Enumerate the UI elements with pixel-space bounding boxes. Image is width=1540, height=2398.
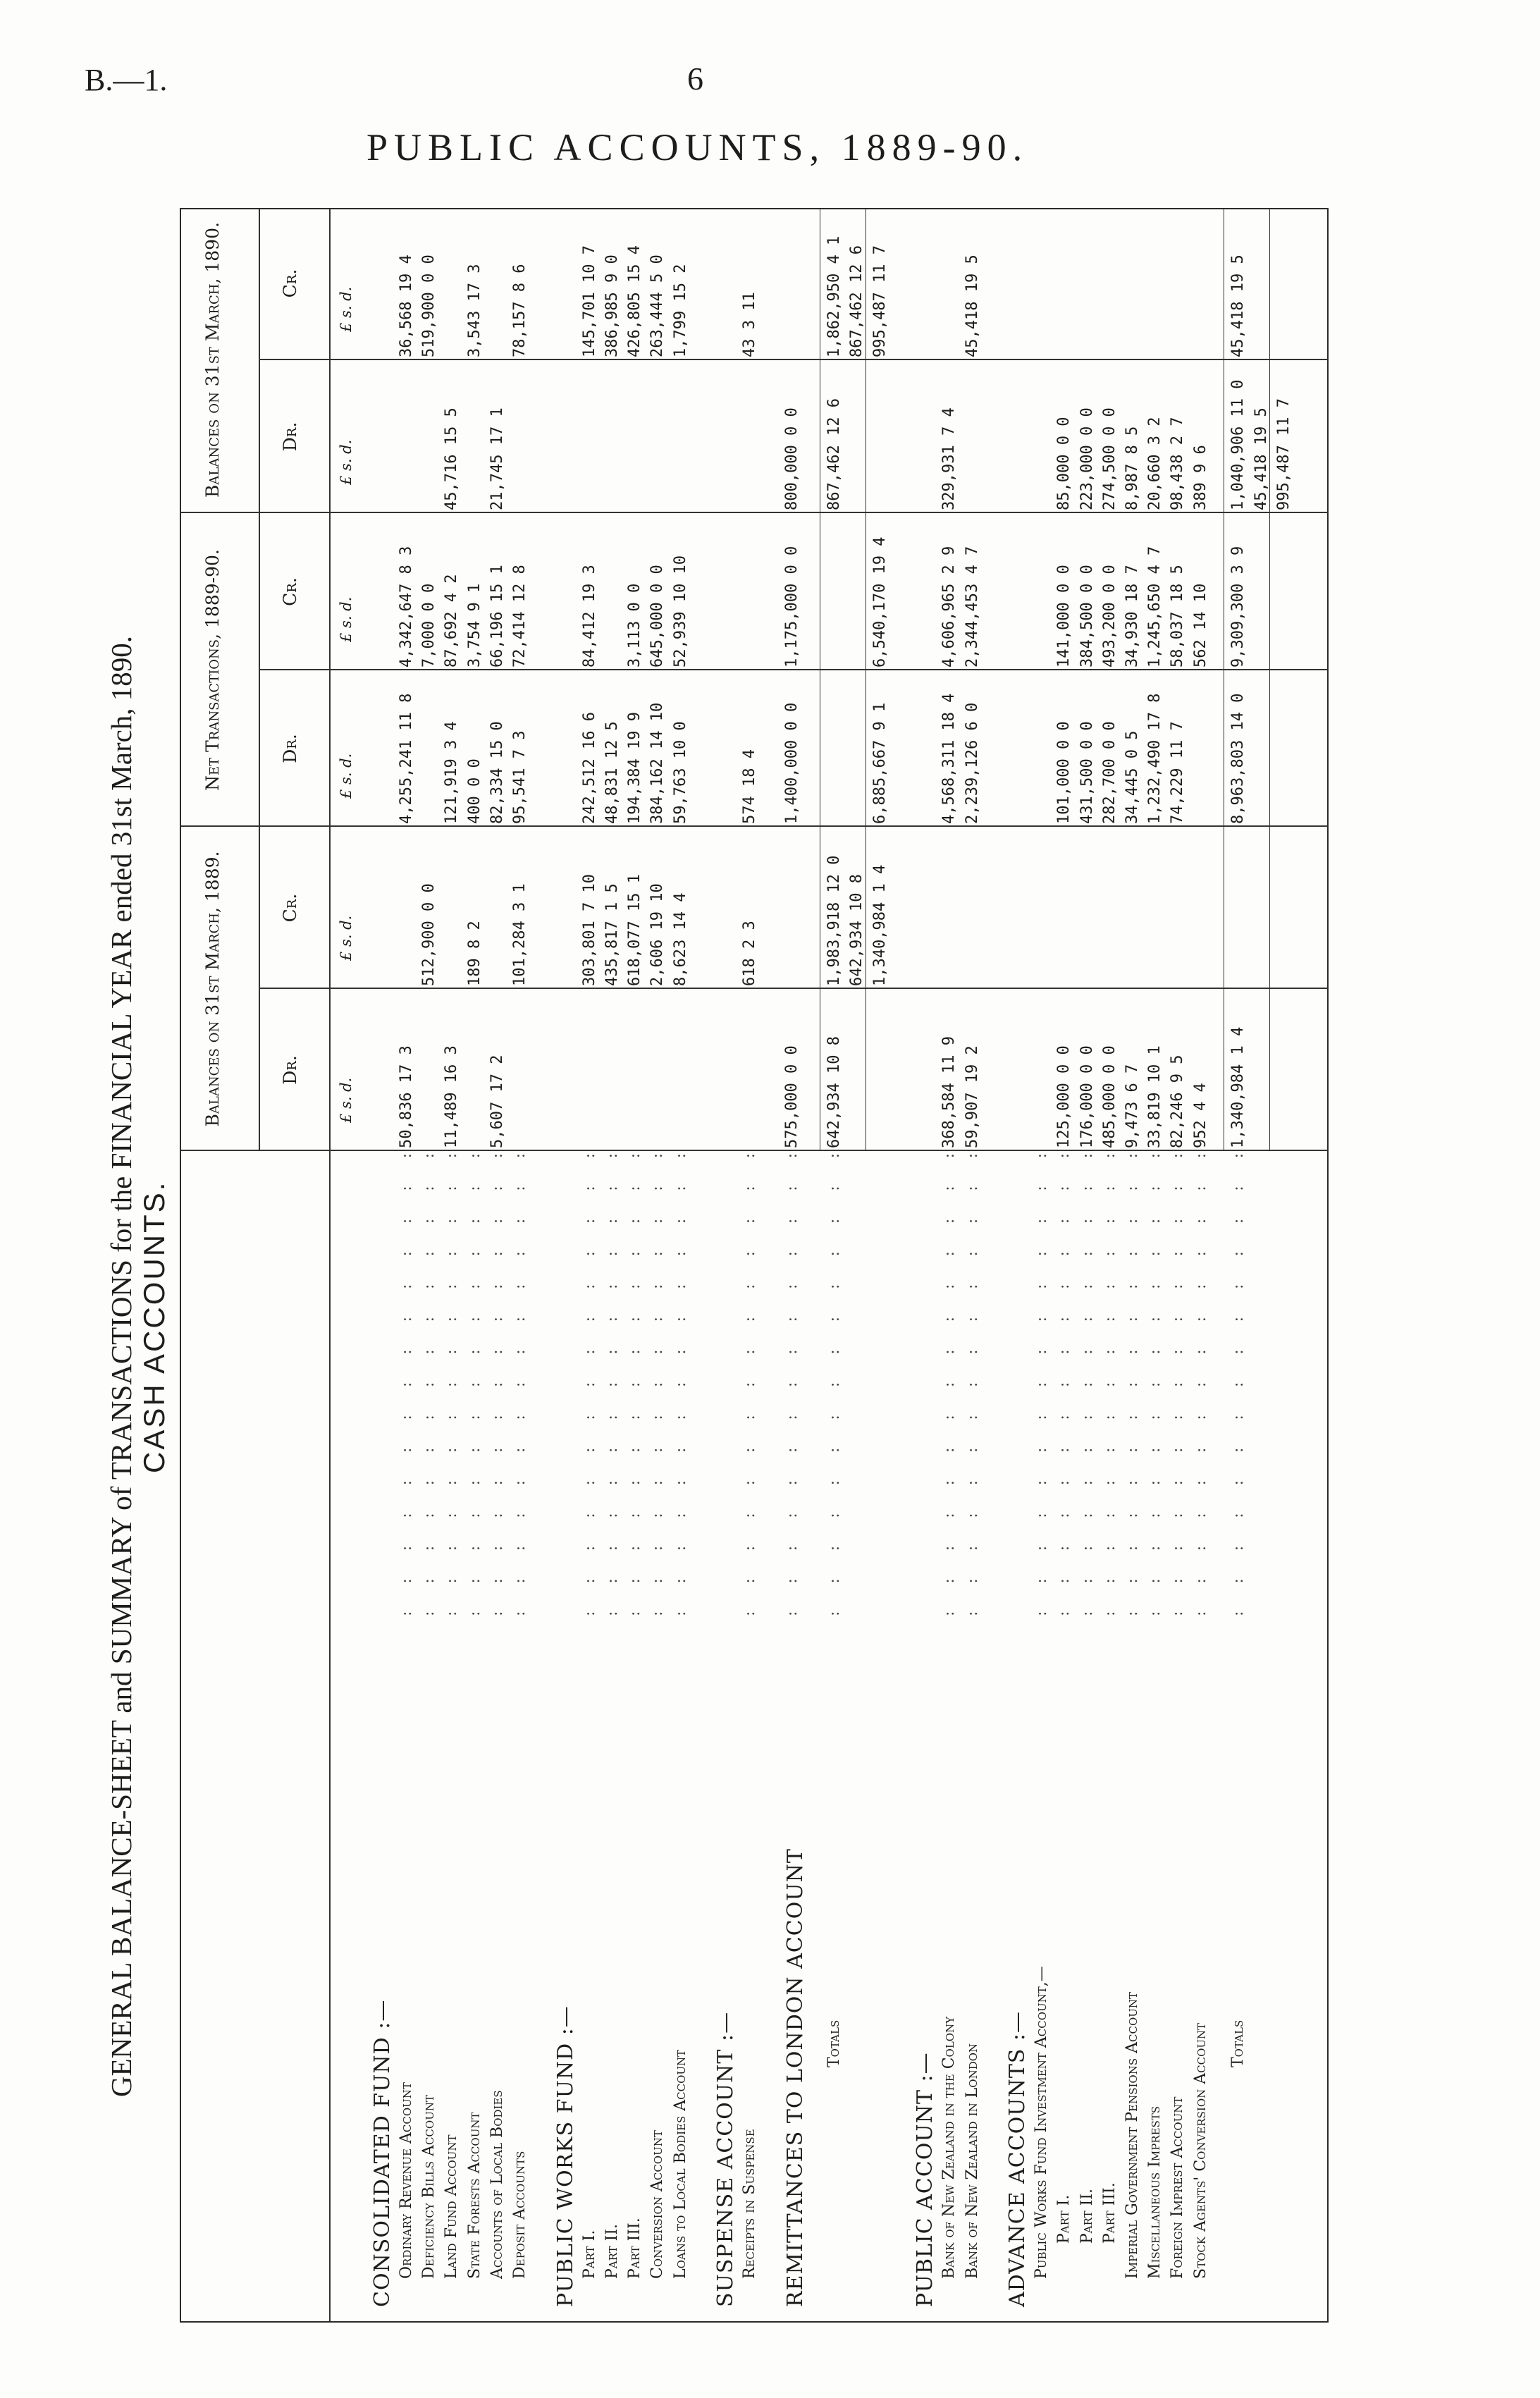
amount-cell: 50,836 17 3: [398, 1045, 416, 1148]
column-rule: [259, 359, 1327, 360]
amount-cell: 3,754 9 1: [465, 583, 483, 668]
amount-cell: 274,500 0 0: [1100, 407, 1119, 510]
amount-cell: 2,239,126 6 0: [963, 702, 981, 824]
row-label: REMITTANCES TO LONDON ACCOUNT: [782, 1848, 808, 2307]
amount-cell: 493,200 0 0: [1100, 565, 1119, 668]
row-label: PUBLIC ACCOUNT :—: [913, 2052, 938, 2307]
document-reference: B.—1.: [85, 63, 168, 97]
amount-cell: 303,801 7 10: [580, 874, 598, 986]
amount-cell: 84,412 19 3: [580, 565, 598, 668]
row-label: Bank of New Zealand in London: [963, 2043, 981, 2279]
amount-cell: 82,246 9 5: [1169, 1054, 1187, 1148]
amount-cell: 368,584 11 9: [940, 1036, 959, 1148]
column-dr-1889: Dr.: [280, 1055, 300, 1085]
leader-dots: : : : : : : : : : : : : : : :: [488, 1141, 506, 1616]
row-label: Stock Agents' Conversion Account: [1191, 2022, 1209, 2279]
amount-cell: 72,414 12 8: [511, 565, 529, 668]
amount-cell: 95,541 7 3: [511, 730, 529, 824]
row-label: Part II.: [603, 2223, 621, 2279]
amount-cell: 995,487 11 7: [870, 245, 889, 357]
amount-cell: 4,606,965 2 9: [940, 546, 959, 668]
amount-cell: 426,805 15 4: [626, 245, 644, 357]
amount-cell: 4,342,647 8 3: [398, 546, 416, 668]
leader-dots: : : : : : : : : : : : : : : :: [603, 1141, 621, 1616]
row-label: Loans to Local Bodies Account: [671, 2049, 689, 2279]
row-label: CONSOLIDATED FUND :—: [370, 1999, 395, 2307]
amount-cell: 8,623 14 4: [671, 892, 689, 986]
amount-cell: 6,885,667 9 1: [870, 702, 889, 824]
leader-dots: : : : : : : : : : : : : : : :: [465, 1141, 483, 1616]
currency-units: £ s. d.: [338, 915, 355, 961]
currency-units: £ s. d.: [338, 439, 355, 485]
page-number: 6: [687, 61, 703, 97]
amount-cell: 435,817 1 5: [603, 883, 621, 986]
leader-dots: : : : : : : : : : : : : : : :: [1123, 1141, 1141, 1616]
amount-cell: 52,939 10 10: [671, 555, 689, 668]
leader-dots: : : : : : : : : : : : : : : :: [1055, 1141, 1073, 1616]
leader-dots: : : : : : : : : : : : : : : :: [1033, 1141, 1051, 1616]
amount-cell: 1,232,490 17 8: [1146, 693, 1164, 824]
amount-cell: 384,162 14 10: [648, 702, 667, 824]
leader-dots: : : : : : : : : : : : : : : :: [420, 1141, 438, 1616]
amount-cell: 74,229 11 7: [1169, 721, 1187, 824]
column-dr-1890: Dr.: [280, 422, 300, 452]
row-label: Conversion Account: [648, 2130, 667, 2279]
leader-dots: : : : : : : : : : : : : : : :: [1100, 1141, 1119, 1616]
leader-dots: : : : : : : : : : : : : : : :: [398, 1141, 416, 1616]
row-label: Land Fund Account: [443, 2134, 461, 2279]
amount-cell: 33,819 10 1: [1146, 1045, 1164, 1148]
amount-cell: 87,692 4 2: [443, 574, 461, 668]
header-rule: [259, 209, 260, 1151]
amount-cell: 2,344,453 4 7: [963, 546, 981, 668]
table-subcaption: CASH ACCOUNTS.: [137, 1180, 171, 1473]
row-label: Part III.: [626, 2218, 644, 2279]
amount-cell: 1,175,000 0 0: [782, 546, 801, 668]
amount-cell: 386,985 9 0: [603, 254, 621, 357]
row-label: Foreign Imprest Account: [1169, 2096, 1187, 2279]
amount-cell: 45,418 19 5: [1252, 407, 1270, 510]
row-label: Totals: [1229, 2019, 1248, 2067]
row-label: Accounts of Local Bodies: [488, 2090, 506, 2279]
amount-cell: 8,987 8 5: [1123, 426, 1141, 510]
currency-units: £ s. d.: [338, 596, 355, 642]
amount-cell: 125,000 0 0: [1055, 1045, 1073, 1148]
amount-cell: 1,862,950 4 1: [825, 235, 844, 357]
amount-cell: 45,716 15 5: [443, 407, 461, 510]
amount-cell: 5,607 17 2: [488, 1054, 506, 1148]
row-label: Part I.: [1055, 2194, 1073, 2244]
amount-cell: 194,384 19 9: [626, 712, 644, 824]
page-title: PUBLIC ACCOUNTS, 1889-90.: [366, 126, 1029, 168]
leader-dots: : : : : : : : : : : : : : : :: [443, 1141, 461, 1616]
row-label: Receipts in Suspense: [741, 2129, 759, 2279]
leader-dots: : : : : : : : : : : : : : : :: [963, 1141, 981, 1616]
amount-cell: 101,000 0 0: [1055, 721, 1073, 824]
currency-units: £ s. d.: [338, 753, 355, 799]
amount-cell: 867,462 12 6: [825, 398, 844, 510]
amount-cell: 9,309,300 3 9: [1229, 546, 1248, 668]
leader-dots: : : : : : : : : : : : : : : :: [1229, 1141, 1248, 1616]
amount-cell: 58,037 18 5: [1169, 565, 1187, 668]
amount-cell: 3,543 17 3: [465, 264, 483, 357]
row-label: Deficiency Bills Account: [420, 2095, 438, 2279]
amount-cell: 7,000 0 0: [420, 583, 438, 668]
leader-dots: : : : : : : : : : : : : : : :: [940, 1141, 959, 1616]
amount-cell: 1,340,984 1 4: [870, 864, 889, 986]
amount-cell: 574 18 4: [741, 749, 759, 824]
amount-cell: 1,799 15 2: [671, 264, 689, 357]
currency-units: £ s. d.: [338, 286, 355, 332]
amount-cell: 9,473 6 7: [1123, 1064, 1141, 1148]
amount-cell: 85,000 0 0: [1055, 417, 1073, 510]
row-label: Miscellaneous Imprests: [1146, 2105, 1164, 2279]
amount-cell: 2,606 19 10: [648, 883, 667, 986]
amount-cell: 4,255,241 11 8: [398, 693, 416, 824]
total-rule: [1269, 209, 1270, 1151]
amount-cell: 642,934 10 8: [825, 1036, 844, 1148]
column-group-net: Net Transactions, 1889-90.: [202, 549, 223, 791]
amount-cell: 121,919 3 4: [443, 721, 461, 824]
amount-cell: 1,983,918 12 0: [825, 855, 844, 986]
leader-dots: : : : : : : : : : : : : : : :: [580, 1141, 598, 1616]
column-rule: [259, 988, 1327, 989]
amount-cell: 8,963,803 14 0: [1229, 693, 1248, 824]
row-label: Deposit Accounts: [511, 2151, 529, 2279]
amount-cell: 384,500 0 0: [1078, 565, 1096, 668]
column-group-1890: Balances on 31st March, 1890.: [202, 222, 223, 498]
amount-cell: 512,900 0 0: [420, 883, 438, 986]
column-cr-1890: Cr.: [280, 269, 300, 298]
amount-cell: 1,340,984 1 4: [1229, 1026, 1248, 1148]
leader-dots: : : : : : : : : : : : : : : :: [1191, 1141, 1209, 1616]
row-label: Part III.: [1100, 2182, 1119, 2244]
amount-cell: 1,245,650 4 7: [1146, 546, 1164, 668]
row-label: ADVANCE ACCOUNTS :—: [1005, 2010, 1030, 2307]
amount-cell: 45,418 19 5: [1229, 254, 1248, 357]
amount-cell: 48,831 12 5: [603, 721, 621, 824]
header-rule: [329, 209, 331, 2321]
row-label: Part II.: [1078, 2188, 1096, 2244]
row-label: Bank of New Zealand in the Colony: [940, 2016, 959, 2279]
amount-cell: 66,196 15 1: [488, 565, 506, 668]
amount-cell: 189 8 2: [465, 921, 483, 986]
column-rule: [181, 825, 1327, 827]
leader-dots: : : : : : : : : : : : : : : :: [648, 1141, 667, 1616]
column-cr-net: Cr.: [280, 577, 300, 606]
amount-cell: 282,700 0 0: [1100, 721, 1119, 824]
amount-cell: 6,540,170 19 4: [870, 536, 889, 668]
amount-cell: 400 0 0: [465, 758, 483, 824]
row-label: SUSPENSE ACCOUNT :—: [713, 2011, 739, 2307]
amount-cell: 4,568,311 18 4: [940, 693, 959, 824]
amount-cell: 141,000 0 0: [1055, 565, 1073, 668]
amount-cell: 223,000 0 0: [1078, 407, 1096, 510]
amount-cell: 11,489 16 3: [443, 1045, 461, 1148]
amount-cell: 519,900 0 0: [420, 254, 438, 357]
leader-dots: : : : : : : : : : : : : : : :: [741, 1141, 759, 1616]
amount-cell: 329,931 7 4: [940, 407, 959, 510]
amount-cell: 59,763 10 0: [671, 721, 689, 824]
row-label: State Forests Account: [465, 2112, 483, 2279]
amount-cell: 431,500 0 0: [1078, 721, 1096, 824]
amount-cell: 34,930 18 7: [1123, 565, 1141, 668]
table-caption: GENERAL BALANCE-SHEET and SUMMARY of TRANSACTIONS for the FINANCIAL YEAR ended 31st March, 1890.: [105, 635, 137, 2097]
amount-cell: 145,701 10 7: [580, 245, 598, 357]
amount-cell: 36,568 19 4: [398, 254, 416, 357]
row-label: PUBLIC WORKS FUND :—: [553, 2005, 578, 2307]
amount-cell: 952 4 4: [1191, 1083, 1209, 1148]
amount-cell: 176,000 0 0: [1078, 1045, 1096, 1148]
amount-cell: 20,660 3 2: [1146, 417, 1164, 510]
amount-cell: 1,040,906 11 0: [1229, 379, 1248, 510]
leader-dots: : : : : : : : : : : : : : : :: [1078, 1141, 1096, 1616]
column-rule: [181, 512, 1327, 513]
amount-cell: 78,157 8 6: [511, 264, 529, 357]
leader-dots: : : : : : : : : : : : : : : :: [1169, 1141, 1187, 1616]
balance-sheet-table: [180, 208, 1329, 2323]
leader-dots: : : : : : : : : : : : : : : :: [825, 1141, 844, 1616]
amount-cell: 3,113 0 0: [626, 583, 644, 668]
amount-cell: 59,907 19 2: [963, 1045, 981, 1148]
amount-cell: 21,745 17 1: [488, 407, 506, 510]
column-group-1989: Balances on 31st March, 1889.: [202, 851, 223, 1127]
amount-cell: 575,000 0 0: [782, 1045, 801, 1148]
amount-cell: 242,512 16 6: [580, 712, 598, 824]
amount-cell: 82,334 15 0: [488, 721, 506, 824]
amount-cell: 45,418 19 5: [963, 254, 981, 357]
leader-dots: : : : : : : : : : : : : : : :: [1146, 1141, 1164, 1616]
row-label: Public Works Fund Investment Account,—: [1033, 1966, 1051, 2279]
amount-cell: 995,487 11 7: [1274, 398, 1293, 510]
amount-cell: 800,000 0 0: [782, 407, 801, 510]
amount-cell: 101,284 3 1: [511, 883, 529, 986]
column-cr-1889: Cr.: [280, 893, 300, 923]
row-label: Totals: [825, 2019, 844, 2067]
amount-cell: 98,438 2 7: [1169, 417, 1187, 510]
row-label: Part I.: [580, 2230, 598, 2279]
amount-cell: 562 14 10: [1191, 583, 1209, 668]
amount-cell: 618,077 15 1: [626, 874, 644, 986]
column-rule: [259, 669, 1327, 670]
leader-dots: : : : : : : : : : : : : : : :: [626, 1141, 644, 1616]
amount-cell: 645,000 0 0: [648, 565, 667, 668]
row-label: Ordinary Revenue Account: [398, 2082, 416, 2279]
amount-cell: 618 2 3: [741, 921, 759, 986]
amount-cell: 485,000 0 0: [1100, 1045, 1119, 1148]
amount-cell: 867,462 12 6: [848, 245, 866, 357]
leader-dots: : : : : : : : : : : : : : : :: [511, 1141, 529, 1616]
column-dr-net: Dr.: [280, 734, 300, 763]
amount-cell: 1,400,000 0 0: [782, 702, 801, 824]
amount-cell: 34,445 0 5: [1123, 730, 1141, 824]
currency-units: £ s. d.: [338, 1077, 355, 1123]
leader-dots: : : : : : : : : : : : : : : :: [671, 1141, 689, 1616]
amount-cell: 43 3 11: [741, 292, 759, 357]
row-label: Imperial Government Pensions Account: [1123, 1991, 1141, 2279]
amount-cell: 263,444 5 0: [648, 254, 667, 357]
amount-cell: 389 9 6: [1191, 445, 1209, 510]
leader-dots: : : : : : : : : : : : : : : :: [782, 1141, 801, 1616]
amount-cell: 642,934 10 8: [848, 874, 866, 986]
